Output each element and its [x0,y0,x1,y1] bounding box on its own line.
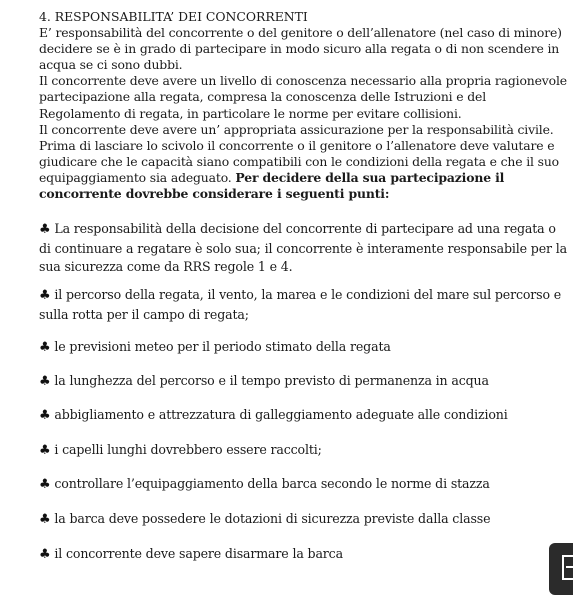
bullet-text: abbigliamento e attrezzatura di galleggiamento adeguate alle condizioni [54,407,508,422]
bullet-item [39,338,569,358]
intro-paragraph-3 [39,122,569,202]
section-heading: 4. RESPONSABILITA’ DEI CONCORRENTI [39,9,308,24]
bullet-item [39,510,569,530]
overlay-widget-button[interactable] [549,543,573,595]
intro-paragraph-3-bold: Per decidere della sua partecipazione il concorrente dovrebbe considerare i seguenti punti: [39,169,505,202]
club-bullet-icon: ♣ [39,547,51,562]
bracket-icon [562,555,573,580]
bullet-text: il concorrente deve sapere disarmare la barca [54,546,343,561]
club-bullet-icon: ♣ [39,288,51,303]
section-intro [39,9,569,202]
bullet-item [39,372,569,392]
intro-paragraph-1: E’ responsabilità del concorrente o del genitore o dell’allenatore (nel caso di minore) decidere se è in grado di partecipare in modo sicuro alla regata o di non scendere in acqua se ci sono dubbi. [39,25,562,73]
bullet-item [39,475,569,495]
bullet-item [39,286,569,324]
bullet-text: il percorso della regata, il vento, la marea e le condizioni del mare sul percorso e sulla rotta per il campo di regata; [39,287,562,322]
club-bullet-icon: ♣ [39,477,51,492]
bullet-text: La responsabilità della decisione del concorrente di partecipare ad una regata o di continuare a regatare è solo sua; il concorrente è interamente responsabile per la sua sicurezza come da RRS regole 1 e 4. [39,221,567,274]
club-bullet-icon: ♣ [39,222,51,237]
bullet-text: controllare l’equipaggiamento della barca secondo le norme di stazza [54,476,490,491]
club-bullet-icon: ♣ [39,340,51,355]
intro-paragraph-3-text: Il concorrente deve avere un’ appropriata assicurazione per la responsabilità civile. Prima di lasciare lo scivolo il concorrente o il genitore o l’allenatore deve valutare e giudicare che le capacità siano compatibili con le condizioni della regata e che il suo equipaggiamento sia adeguato. [39,121,559,185]
club-bullet-icon: ♣ [39,374,51,389]
bullet-text: la lunghezza del percorso e il tempo previsto di permanenza in acqua [54,373,489,388]
club-bullet-icon: ♣ [39,512,51,527]
club-bullet-icon: ♣ [39,408,51,423]
bullet-text: i capelli lunghi dovrebbero essere raccolti; [54,442,322,457]
bullet-item [39,406,569,426]
bullet-text: le previsioni meteo per il periodo stimato della regata [54,339,391,354]
bullet-item [39,545,569,565]
bullet-text: la barca deve possedere le dotazioni di sicurezza previste dalla classe [54,511,491,526]
bullet-item [39,441,569,461]
intro-paragraph-2: Il concorrente deve avere un livello di conoscenza necessario alla propria ragionevole partecipazione alla regata, compresa la conoscenza delle Istruzioni e del Regolamento di regata, in particolare le norme per evitare collisioni. [39,73,567,121]
bullet-item [39,220,569,277]
club-bullet-icon: ♣ [39,443,51,458]
